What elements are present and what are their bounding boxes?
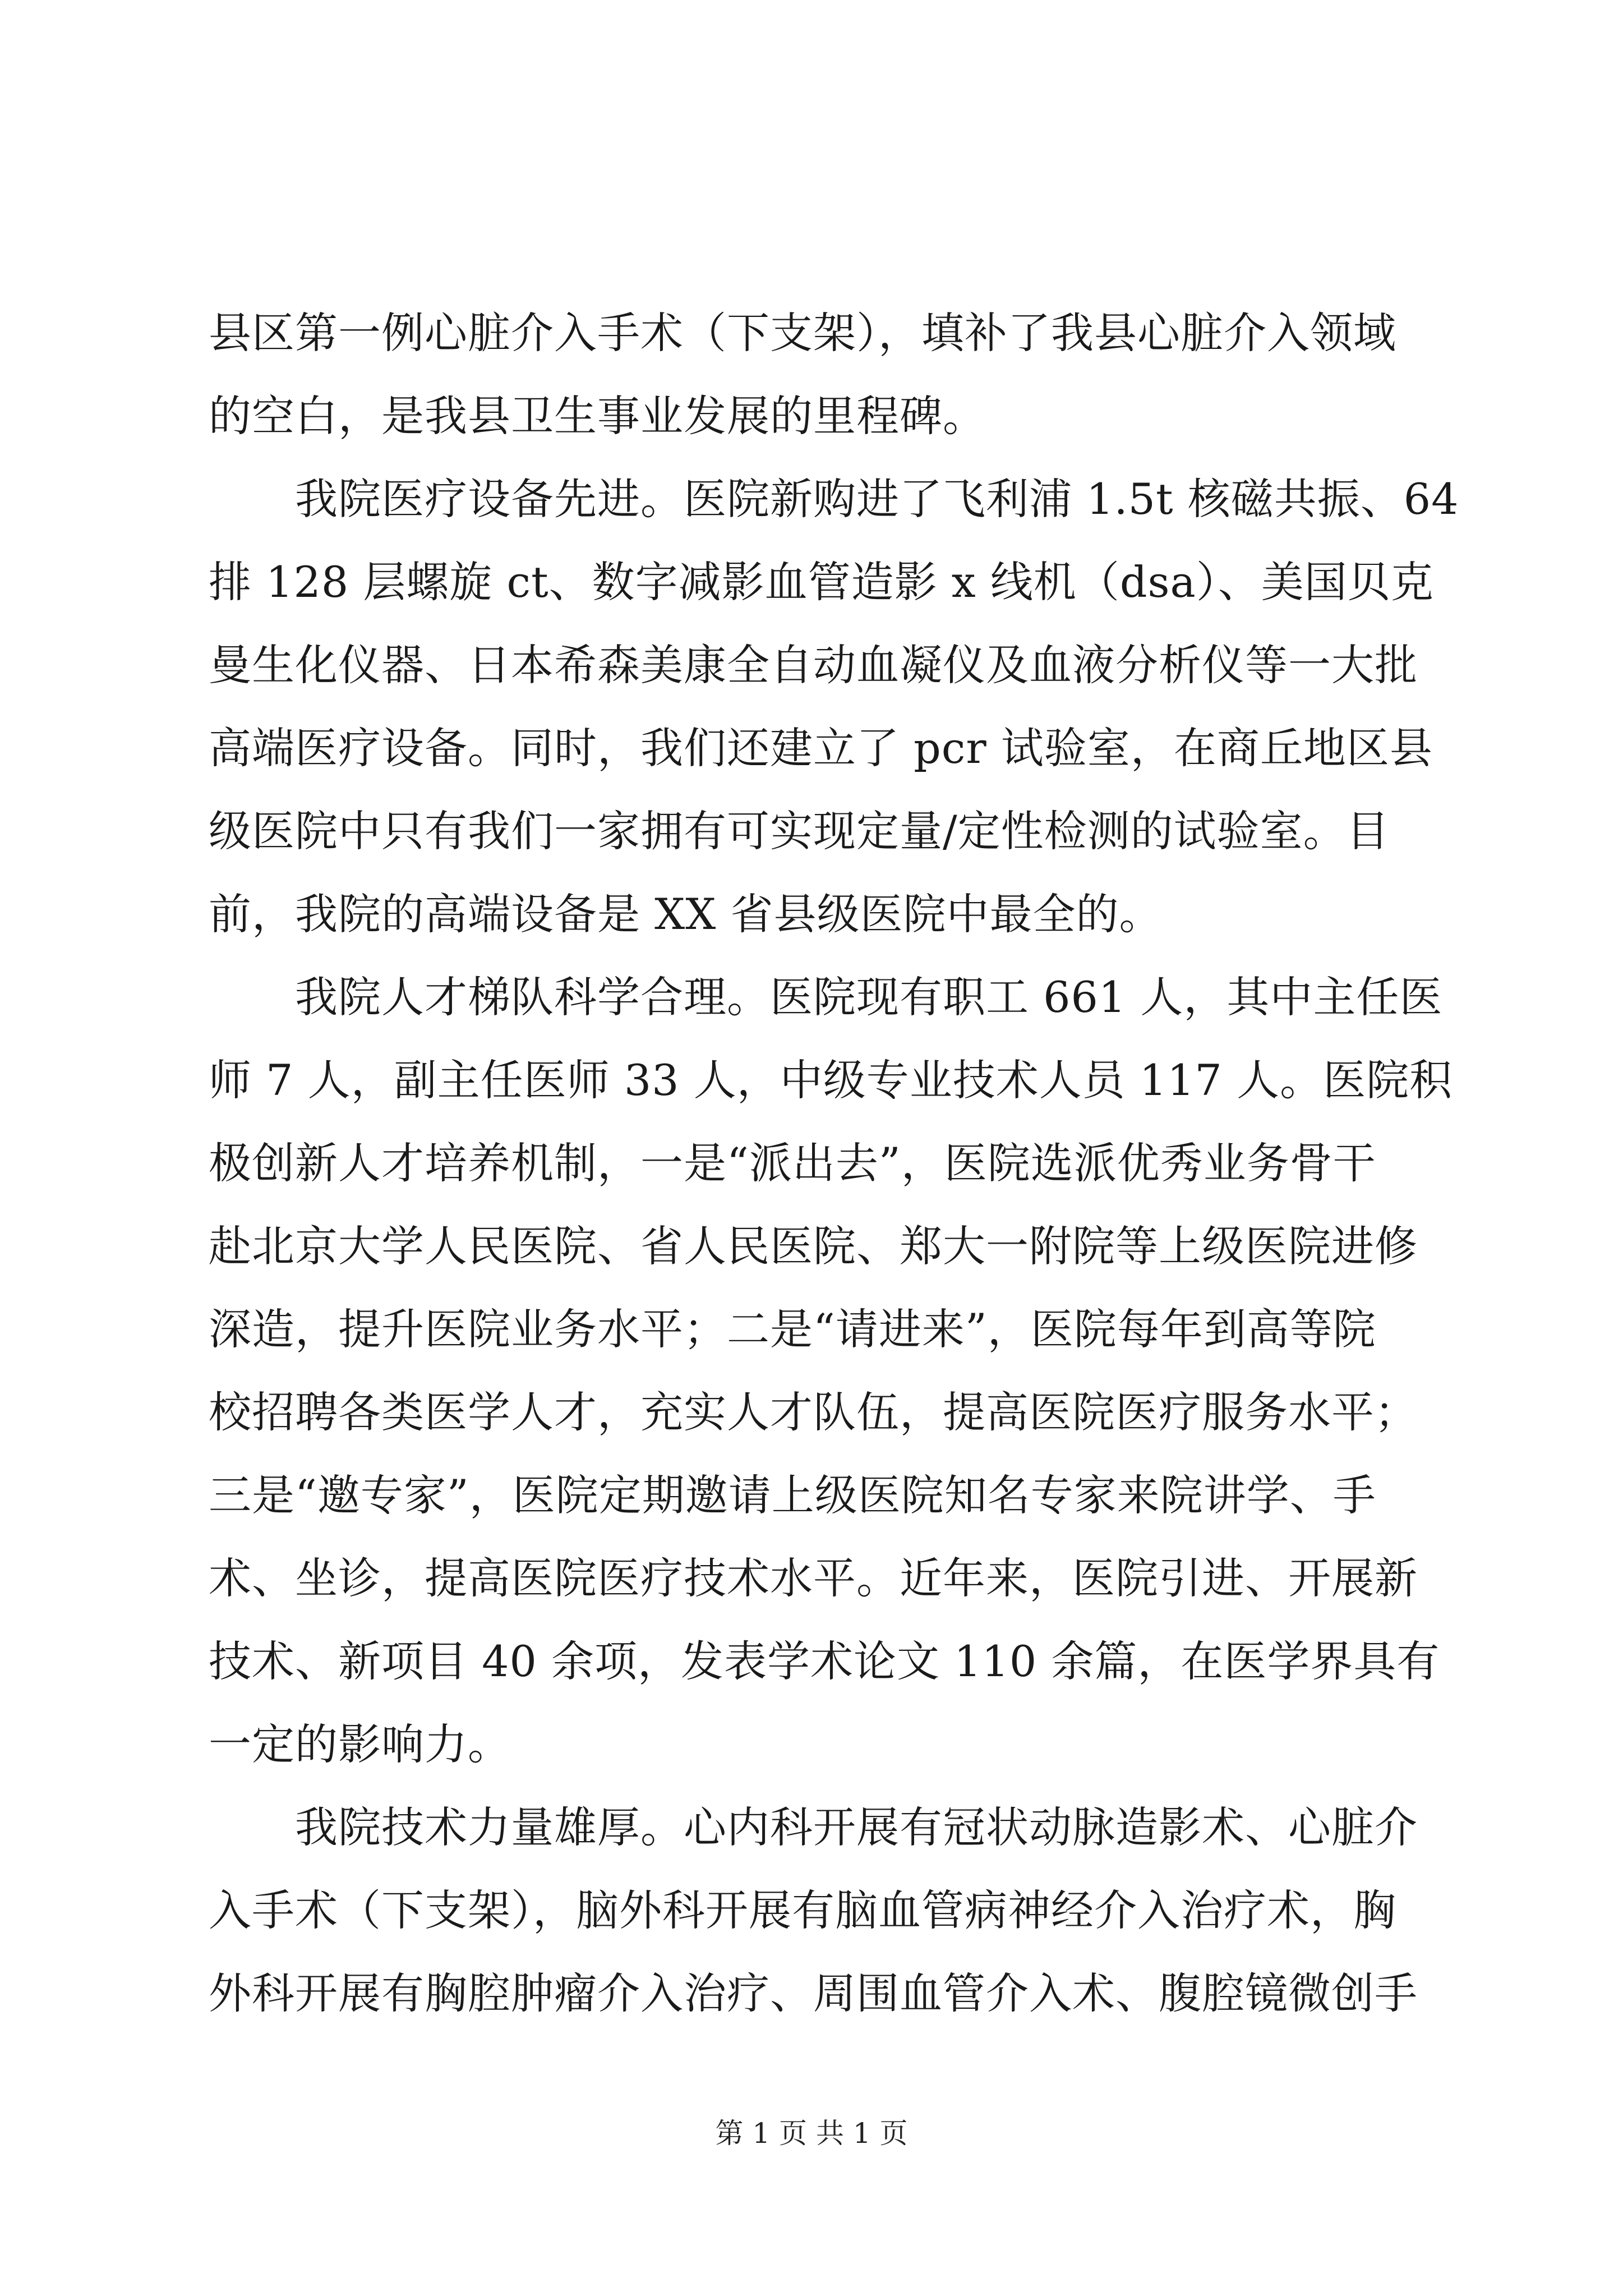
text-line: 入手术（下支架），脑外科开展有脑血管病神经介入治疗术，胸 — [209, 1885, 1396, 1935]
text-line: 我院医疗设备先进。医院新购进了飞利浦 1.5t 核磁共振、64 — [209, 474, 1459, 524]
text-line: 高端医疗设备。同时，我们还建立了 pcr 试验室，在商丘地区县 — [209, 723, 1433, 773]
text-line: 我院技术力量雄厚。心内科开展有冠状动脉造影术、心脏介 — [209, 1802, 1418, 1852]
text-line: 的空白，是我县卫生事业发展的里程碑。 — [209, 391, 986, 441]
document-body — [209, 292, 1459, 2035]
text-line: 赴北京大学人民医院、省人民医院、郑大一附院等上级医院进修 — [209, 1221, 1418, 1271]
text-line: 术、坐诊，提高医院医疗技术水平。近年来，医院引进、开展新 — [209, 1553, 1418, 1603]
text-line: 一定的影响力。 — [209, 1719, 511, 1769]
text-line: 三是“邀专家”，医院定期邀请上级医院知名专家来院讲学、手 — [209, 1470, 1376, 1520]
text-line: 级医院中只有我们一家拥有可实现定量/定性检测的试验室。目 — [209, 806, 1390, 856]
text-line: 县区第一例心脏介入手术（下支架），填补了我县心脏介入领域 — [209, 308, 1396, 358]
text-line: 外科开展有胸腔肿瘤介入治疗、周围血管介入术、腹腔镜微创手 — [209, 1968, 1418, 2018]
text-line: 技术、新项目 40 余项，发表学术论文 110 余篇，在医学界具有 — [209, 1636, 1440, 1686]
text-line: 深造，提升医院业务水平；二是“请进来”，医院每年到高等院 — [209, 1304, 1376, 1354]
text-line: 曼生化仪器、日本希森美康全自动血凝仪及血液分析仪等一大批 — [209, 640, 1418, 690]
text-line: 排 128 层螺旋 ct、数字减影血管造影 x 线机（dsa）、美国贝克 — [209, 557, 1434, 607]
text-line: 极创新人才培养机制，一是“派出去”，医院选派优秀业务骨干 — [209, 1138, 1376, 1188]
text-line: 我院人才梯队科学合理。医院现有职工 661 人，其中主任医 — [209, 972, 1443, 1022]
text-line: 校招聘各类医学人才，充实人才队伍，提高医院医疗服务水平； — [209, 1387, 1418, 1437]
text-line: 前，我院的高端设备是 XX 省县级医院中最全的。 — [209, 889, 1163, 939]
page-number-footer: 第 1 页 共 1 页 — [715, 2117, 908, 2150]
text-line: 师 7 人，副主任医师 33 人，中级专业技术人员 117 人。医院积 — [209, 1055, 1453, 1105]
